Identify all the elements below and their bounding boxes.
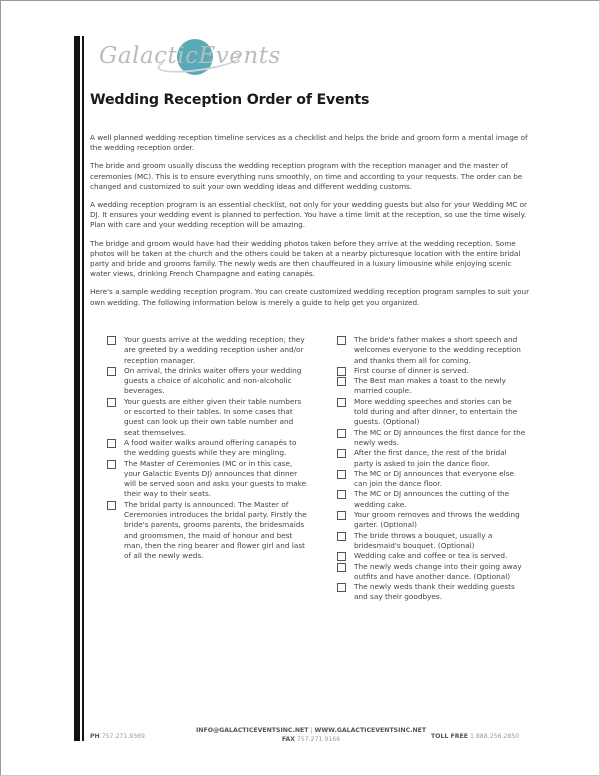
fax-label: FAX <box>281 736 295 743</box>
checklist-item <box>107 366 307 397</box>
checklist-item <box>107 500 307 562</box>
checklist-item <box>337 376 527 397</box>
website-link[interactable]: WWW.GALACTICEVENTSINC.NET <box>314 727 427 734</box>
checkbox[interactable] <box>107 367 116 376</box>
checklist-right-column <box>337 335 527 603</box>
footer-contact <box>196 726 426 744</box>
checkbox[interactable] <box>107 398 116 407</box>
checkbox[interactable] <box>337 449 346 458</box>
checklist-item-text: The MC or DJ announces that everyone else can join the dance floor. <box>354 468 514 489</box>
checklist-item <box>337 582 527 603</box>
company-logo <box>99 39 281 79</box>
checklist-item-text: A food waiter walks around offering canapés to the wedding guests while they are mingling. <box>124 437 297 458</box>
checkbox[interactable] <box>337 336 346 345</box>
checklist-item <box>107 438 307 459</box>
checklist-item-text: The newly weds thank their wedding guests and say their goodbyes. <box>354 582 515 602</box>
page-title: Wedding Reception Order of Events <box>90 92 370 108</box>
checklist-item <box>337 428 527 449</box>
checkbox[interactable] <box>337 367 346 376</box>
checkbox[interactable] <box>337 583 346 592</box>
checklist-left-column <box>107 335 307 562</box>
checklist-item <box>337 489 527 510</box>
checklist-item-text: The Master of Ceremonies (MC or in this case, your Galactic Events DJ) announces that dinner will be served soon and asks your guests to make their way to their seats. <box>124 458 307 499</box>
paragraph: A well planned wedding reception timeline services as a checklist and helps the bride and groom form a mental image of the wedding reception order. <box>90 133 528 153</box>
checklist-item <box>337 551 527 561</box>
checklist-item-text: Your guests arrive at the wedding reception; they are greeted by a wedding reception usher and/or reception manager. <box>124 335 305 365</box>
checklist-item <box>337 531 527 552</box>
phone-label: PH <box>90 733 100 740</box>
checkbox[interactable] <box>337 563 346 572</box>
fax-number: 757.271.9166 <box>296 736 341 743</box>
checklist-item-text: The Best man makes a toast to the newly married couple. <box>354 376 506 396</box>
checkbox[interactable] <box>107 439 116 448</box>
email-link[interactable]: INFO@GALACTICEVENTSINC.NET <box>196 727 309 734</box>
checklist-item-text: Your groom removes and throws the wedding garter. (Optional) <box>354 510 520 530</box>
toll-free-number: 1.888.256.2850 <box>469 733 520 740</box>
logo-text: GalacticEvents <box>99 43 281 69</box>
checkbox[interactable] <box>337 490 346 499</box>
checklist-item-text: The bride's father makes a short speech and welcomes everyone to the wedding reception and thanks them all for coming. <box>354 335 521 365</box>
checklist-item <box>337 562 527 583</box>
checkbox[interactable] <box>337 552 346 561</box>
checklist-item-text: Wedding cake and coffee or tea is served. <box>354 551 508 561</box>
checklist-item <box>337 469 527 490</box>
toll-free-label: TOLL FREE <box>431 733 468 740</box>
checkbox[interactable] <box>337 511 346 520</box>
checkbox[interactable] <box>337 377 346 386</box>
decorative-bar-thin <box>82 36 84 741</box>
checklist-item <box>107 459 307 500</box>
checkbox[interactable] <box>107 336 116 345</box>
checklist-item-text: First course of dinner is served. <box>354 365 469 375</box>
intro-section <box>90 133 530 316</box>
checklist-item <box>337 448 527 469</box>
checklist-item-text: On arrival, the drinks waiter offers your wedding guests a choice of alcoholic and non-alcoholic beverages. <box>124 365 302 396</box>
footer-phone <box>90 733 145 740</box>
paragraph: A wedding reception program is an essential checklist, not only for your wedding guests but also for your Wedding MC or DJ. It ensures your wedding event is planned to perfection. You have a time limit at the reception, so use the time wisely. Plan with care and your wedding reception will be amazing. <box>90 200 527 230</box>
footer-toll-free <box>431 733 519 740</box>
checklist-item <box>107 335 307 366</box>
checklist-item-text: The MC or DJ announces the first dance for the newly weds. <box>354 427 526 447</box>
checkbox[interactable] <box>107 501 116 510</box>
checklist-item-text: More wedding speeches and stories can be told during and after dinner, to entertain the guests. (Optional) <box>354 396 518 427</box>
separator: | <box>310 727 313 734</box>
checkbox[interactable] <box>337 429 346 438</box>
checklist-item <box>337 366 527 376</box>
checkbox[interactable] <box>337 398 346 407</box>
checklist-item <box>337 335 527 366</box>
decorative-bar-thick <box>74 36 80 741</box>
checklist-item <box>337 397 527 428</box>
checklist-item-text: After the first dance, the rest of the bridal party is asked to join the dance floor. <box>354 448 507 468</box>
checkbox[interactable] <box>107 460 116 469</box>
checklist-item-text: The MC or DJ announces the cutting of the wedding cake. <box>354 489 510 509</box>
checkbox[interactable] <box>337 532 346 541</box>
checkbox[interactable] <box>337 470 346 479</box>
paragraph: The bridge and groom would have had their wedding photos taken before they arrive at the wedding reception. Some photos will be taken at the church and the others could be taken at a nearby picturesque location with the entire bridal party and bride and grooms family. The newly weds are then chauffeured in a luxury limousine while enjoying scenic water views, drinking French Champagne and eating canapés. <box>90 238 521 279</box>
checklist-item-text: Your guests are either given their table numbers or escorted to their tables. In some cases that guest can look up their own table number and seat themselves. <box>124 396 302 437</box>
phone-number: 757.271.9369 <box>101 733 145 740</box>
paragraph: Here's a sample wedding reception program. You can create customized wedding reception program samples to suit your own wedding. The following information below is merely a guide to help get you organized. <box>90 287 530 307</box>
checklist-item <box>337 510 527 531</box>
checklist-item-text: The bridal party is announced: The Master of Ceremonies introduces the bridal party. Firstly the bride's parents, grooms parents, the bridesmaids and groomsmen, the maid of honour and best man, then the ring bearer and flower girl and last of all the newly weds. <box>124 499 307 561</box>
checklist-item-text: The newly weds change into their going away outfits and have another dance. (Optional) <box>354 561 522 581</box>
checklist-item-text: The bride throws a bouquet, usually a bridesmaid's bouquet. (Optional) <box>354 530 493 550</box>
paragraph: The bride and groom usually discuss the wedding reception program with the reception manager and the master of ceremonies (MC). This is to ensure everything runs smoothly, on time and according to your requests. The order can be changed and customized to suit your own wedding ideas and different wedding customs. <box>90 161 523 191</box>
checklist-item <box>107 397 307 438</box>
